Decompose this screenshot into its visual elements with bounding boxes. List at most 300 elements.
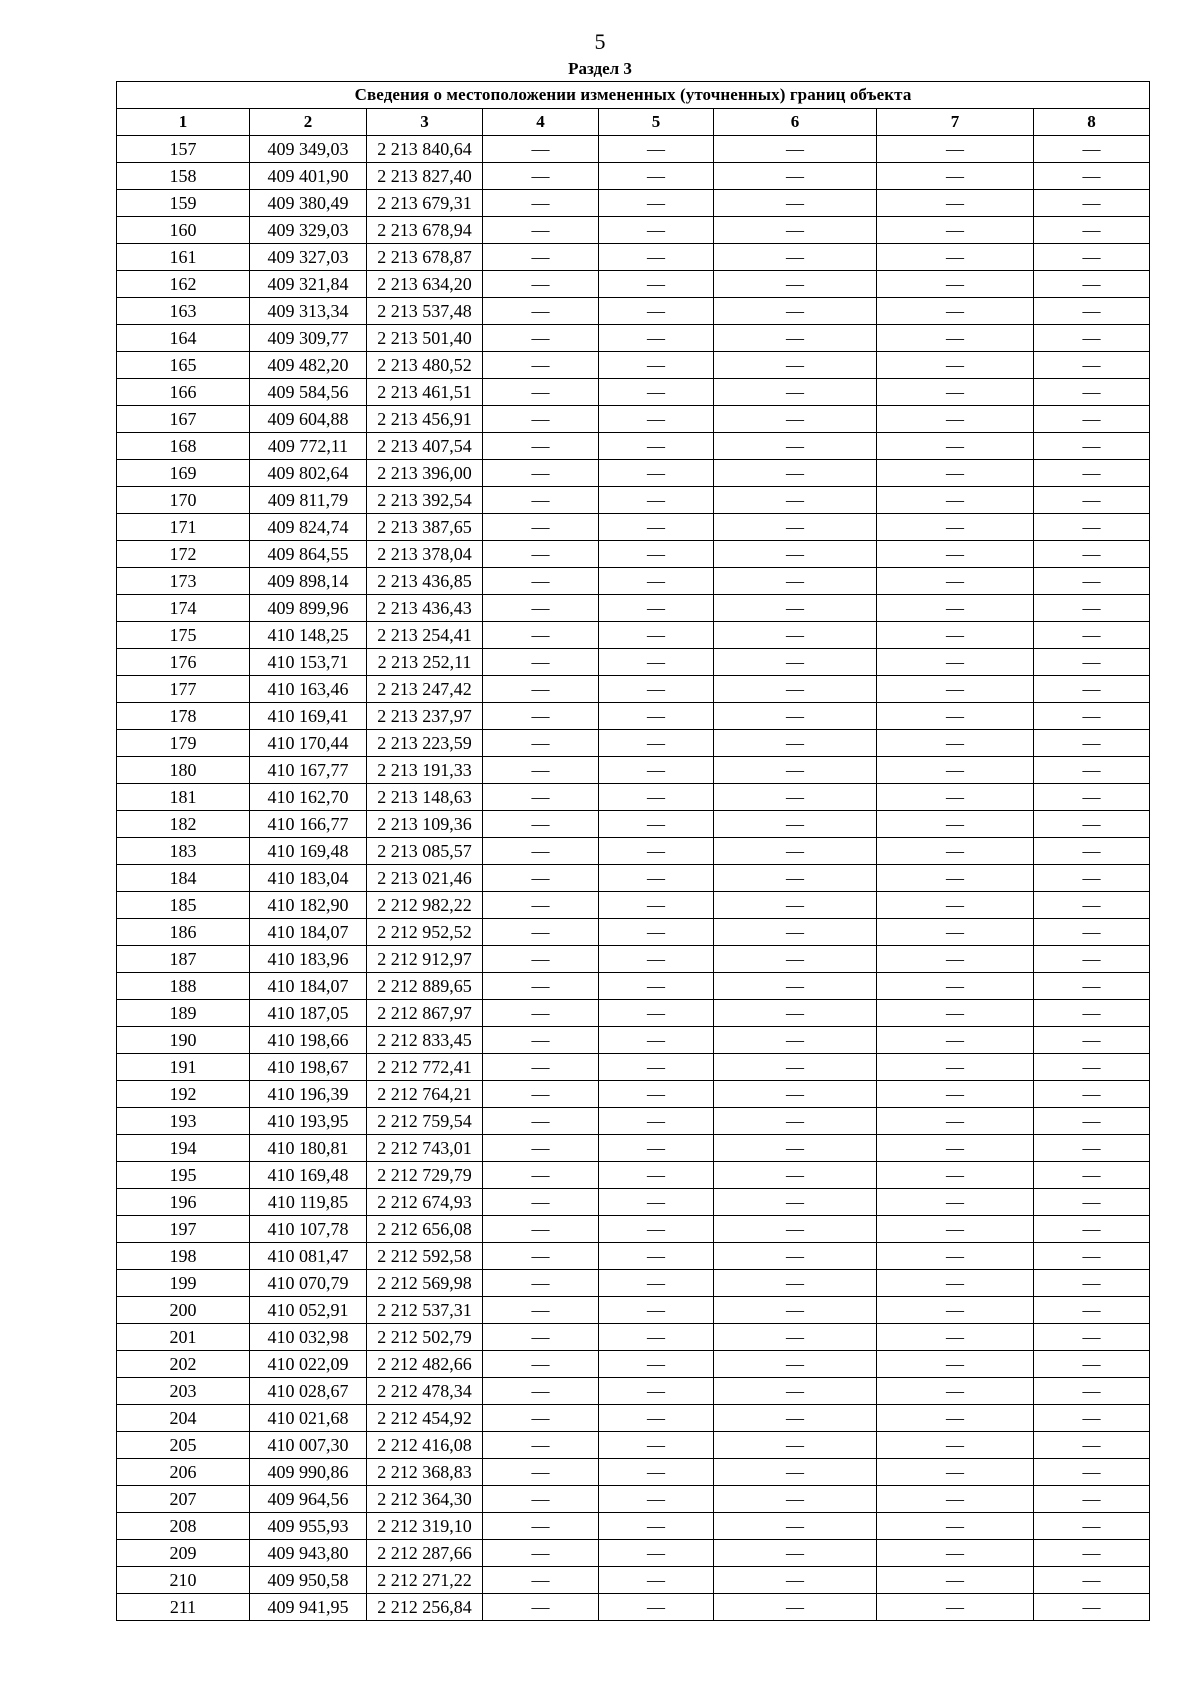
- table-row: [117, 541, 1150, 568]
- x-coordinate-cell: 410 193,95: [250, 1108, 367, 1135]
- column-6-cell: —: [714, 865, 877, 892]
- y-coordinate-cell: 2 213 678,87: [367, 244, 483, 271]
- table-row: [117, 244, 1150, 271]
- point-number-cell: 205: [117, 1432, 250, 1459]
- column-8-cell: —: [1034, 892, 1150, 919]
- column-6-cell: —: [714, 1297, 877, 1324]
- x-coordinate-cell: 409 401,90: [250, 163, 367, 190]
- column-6-cell: —: [714, 244, 877, 271]
- column-7-cell: —: [877, 1270, 1034, 1297]
- column-6-cell: —: [714, 1486, 877, 1513]
- column-4-cell: —: [483, 1216, 599, 1243]
- column-7-cell: —: [877, 1027, 1034, 1054]
- x-coordinate-cell: 410 167,77: [250, 757, 367, 784]
- column-8-cell: —: [1034, 1567, 1150, 1594]
- column-7-cell: —: [877, 1513, 1034, 1540]
- column-4-cell: —: [483, 1486, 599, 1513]
- y-coordinate-cell: 2 213 148,63: [367, 784, 483, 811]
- table-row: [117, 433, 1150, 460]
- column-6-cell: —: [714, 1432, 877, 1459]
- column-5-cell: —: [599, 1351, 714, 1378]
- column-5-cell: —: [599, 1000, 714, 1027]
- column-8-cell: —: [1034, 379, 1150, 406]
- point-number-cell: 170: [117, 487, 250, 514]
- column-8-cell: —: [1034, 352, 1150, 379]
- column-5-cell: —: [599, 1189, 714, 1216]
- column-5-cell: —: [599, 244, 714, 271]
- column-6-cell: —: [714, 811, 877, 838]
- point-number-cell: 209: [117, 1540, 250, 1567]
- column-7-cell: —: [877, 1162, 1034, 1189]
- y-coordinate-cell: 2 213 237,97: [367, 703, 483, 730]
- table-row: [117, 649, 1150, 676]
- point-number-cell: 192: [117, 1081, 250, 1108]
- column-4-cell: —: [483, 1108, 599, 1135]
- column-4-cell: —: [483, 352, 599, 379]
- table-row: [117, 1216, 1150, 1243]
- column-8-cell: —: [1034, 1135, 1150, 1162]
- point-number-cell: 169: [117, 460, 250, 487]
- column-4-cell: —: [483, 514, 599, 541]
- table-row: [117, 1189, 1150, 1216]
- point-number-cell: 190: [117, 1027, 250, 1054]
- column-8-cell: —: [1034, 163, 1150, 190]
- table-row: [117, 163, 1150, 190]
- column-5-cell: —: [599, 1135, 714, 1162]
- y-coordinate-cell: 2 213 223,59: [367, 730, 483, 757]
- column-5-cell: —: [599, 1432, 714, 1459]
- point-number-cell: 200: [117, 1297, 250, 1324]
- y-coordinate-cell: 2 213 254,41: [367, 622, 483, 649]
- y-coordinate-cell: 2 212 912,97: [367, 946, 483, 973]
- column-8-cell: —: [1034, 325, 1150, 352]
- point-number-cell: 180: [117, 757, 250, 784]
- table-row: [117, 406, 1150, 433]
- column-8-cell: —: [1034, 919, 1150, 946]
- x-coordinate-cell: 410 169,48: [250, 838, 367, 865]
- column-8-cell: —: [1034, 541, 1150, 568]
- column-4-cell: —: [483, 649, 599, 676]
- column-6-cell: —: [714, 379, 877, 406]
- column-8-cell: —: [1034, 1270, 1150, 1297]
- column-7-cell: —: [877, 1459, 1034, 1486]
- y-coordinate-cell: 2 212 416,08: [367, 1432, 483, 1459]
- column-5-cell: —: [599, 1270, 714, 1297]
- column-8-cell: —: [1034, 1162, 1150, 1189]
- column-4-cell: —: [483, 136, 599, 163]
- x-coordinate-cell: 409 941,95: [250, 1594, 367, 1621]
- x-coordinate-cell: 410 153,71: [250, 649, 367, 676]
- y-coordinate-cell: 2 213 392,54: [367, 487, 483, 514]
- column-6-cell: —: [714, 649, 877, 676]
- column-6-cell: —: [714, 460, 877, 487]
- column-8-cell: —: [1034, 1459, 1150, 1486]
- point-number-cell: 193: [117, 1108, 250, 1135]
- point-number-cell: 195: [117, 1162, 250, 1189]
- table-row: [117, 379, 1150, 406]
- point-number-cell: 163: [117, 298, 250, 325]
- column-5-cell: —: [599, 163, 714, 190]
- point-number-cell: 159: [117, 190, 250, 217]
- column-5-cell: —: [599, 676, 714, 703]
- x-coordinate-cell: 409 898,14: [250, 568, 367, 595]
- y-coordinate-cell: 2 213 247,42: [367, 676, 483, 703]
- column-4-cell: —: [483, 460, 599, 487]
- point-number-cell: 161: [117, 244, 250, 271]
- table-row: [117, 1081, 1150, 1108]
- x-coordinate-cell: 410 182,90: [250, 892, 367, 919]
- column-5-cell: —: [599, 595, 714, 622]
- column-4-cell: —: [483, 595, 599, 622]
- column-6-cell: —: [714, 541, 877, 568]
- x-coordinate-cell: 410 169,41: [250, 703, 367, 730]
- column-4-cell: —: [483, 433, 599, 460]
- column-4-cell: —: [483, 865, 599, 892]
- point-number-cell: 197: [117, 1216, 250, 1243]
- column-7-cell: —: [877, 595, 1034, 622]
- column-7-cell: —: [877, 190, 1034, 217]
- x-coordinate-cell: 409 864,55: [250, 541, 367, 568]
- column-5-cell: —: [599, 1324, 714, 1351]
- point-number-cell: 177: [117, 676, 250, 703]
- table-row: [117, 1459, 1150, 1486]
- column-8-cell: —: [1034, 460, 1150, 487]
- column-4-cell: —: [483, 622, 599, 649]
- y-coordinate-cell: 2 212 729,79: [367, 1162, 483, 1189]
- column-5-cell: —: [599, 1567, 714, 1594]
- column-4-cell: —: [483, 244, 599, 271]
- column-6-cell: —: [714, 1081, 877, 1108]
- column-4-cell: —: [483, 1351, 599, 1378]
- table-row: [117, 1054, 1150, 1081]
- table-row: [117, 1513, 1150, 1540]
- column-6-cell: —: [714, 1135, 877, 1162]
- column-5-cell: —: [599, 892, 714, 919]
- column-6-cell: —: [714, 622, 877, 649]
- column-5-cell: —: [599, 811, 714, 838]
- x-coordinate-cell: 409 604,88: [250, 406, 367, 433]
- x-coordinate-cell: 409 313,34: [250, 298, 367, 325]
- column-5-cell: —: [599, 487, 714, 514]
- table-row: [117, 595, 1150, 622]
- column-8-cell: —: [1034, 1513, 1150, 1540]
- x-coordinate-cell: 410 007,30: [250, 1432, 367, 1459]
- column-4-cell: —: [483, 730, 599, 757]
- table-row: [117, 784, 1150, 811]
- y-coordinate-cell: 2 213 461,51: [367, 379, 483, 406]
- y-coordinate-cell: 2 212 482,66: [367, 1351, 483, 1378]
- point-number-cell: 211: [117, 1594, 250, 1621]
- column-6-cell: —: [714, 919, 877, 946]
- y-coordinate-cell: 2 213 678,94: [367, 217, 483, 244]
- column-4-cell: —: [483, 1027, 599, 1054]
- x-coordinate-cell: 409 380,49: [250, 190, 367, 217]
- column-4-cell: —: [483, 838, 599, 865]
- column-7-cell: —: [877, 325, 1034, 352]
- column-7-cell: —: [877, 946, 1034, 973]
- column-4-cell: —: [483, 1378, 599, 1405]
- column-8-cell: —: [1034, 1324, 1150, 1351]
- column-4-cell: —: [483, 946, 599, 973]
- y-coordinate-cell: 2 212 537,31: [367, 1297, 483, 1324]
- column-8-cell: —: [1034, 703, 1150, 730]
- column-5-cell: —: [599, 1054, 714, 1081]
- x-coordinate-cell: 410 107,78: [250, 1216, 367, 1243]
- column-8-cell: —: [1034, 622, 1150, 649]
- column-6-cell: —: [714, 1594, 877, 1621]
- x-coordinate-cell: 410 021,68: [250, 1405, 367, 1432]
- column-7-cell: —: [877, 973, 1034, 1000]
- column-7-cell: —: [877, 487, 1034, 514]
- column-5-cell: —: [599, 1108, 714, 1135]
- column-4-cell: —: [483, 271, 599, 298]
- column-8-cell: —: [1034, 865, 1150, 892]
- x-coordinate-cell: 410 052,91: [250, 1297, 367, 1324]
- caption-row: [117, 82, 1150, 109]
- y-coordinate-cell: 2 213 191,33: [367, 757, 483, 784]
- table-row: [117, 1351, 1150, 1378]
- y-coordinate-cell: 2 212 319,10: [367, 1513, 483, 1540]
- y-coordinate-cell: 2 212 364,30: [367, 1486, 483, 1513]
- column-4-cell: —: [483, 1297, 599, 1324]
- table-row: [117, 271, 1150, 298]
- column-4-cell: —: [483, 1324, 599, 1351]
- column-4-cell: —: [483, 811, 599, 838]
- column-4-cell: —: [483, 1432, 599, 1459]
- column-7-cell: —: [877, 838, 1034, 865]
- column-8-cell: —: [1034, 1243, 1150, 1270]
- column-8-cell: —: [1034, 1081, 1150, 1108]
- y-coordinate-cell: 2 212 256,84: [367, 1594, 483, 1621]
- y-coordinate-cell: 2 213 407,54: [367, 433, 483, 460]
- column-4-cell: —: [483, 703, 599, 730]
- x-coordinate-cell: 409 990,86: [250, 1459, 367, 1486]
- column-5-cell: —: [599, 1405, 714, 1432]
- point-number-cell: 196: [117, 1189, 250, 1216]
- x-coordinate-cell: 410 028,67: [250, 1378, 367, 1405]
- column-header-5: 5: [599, 109, 714, 136]
- table-row: [117, 1000, 1150, 1027]
- column-7-cell: —: [877, 379, 1034, 406]
- table-row: [117, 892, 1150, 919]
- y-coordinate-cell: 2 213 021,46: [367, 865, 483, 892]
- column-4-cell: —: [483, 1081, 599, 1108]
- column-4-cell: —: [483, 406, 599, 433]
- column-4-cell: —: [483, 973, 599, 1000]
- x-coordinate-cell: 409 899,96: [250, 595, 367, 622]
- table-row: [117, 865, 1150, 892]
- x-coordinate-cell: 410 184,07: [250, 919, 367, 946]
- coordinates-table: [116, 81, 1150, 1621]
- column-7-cell: —: [877, 1324, 1034, 1351]
- x-coordinate-cell: 410 032,98: [250, 1324, 367, 1351]
- column-4-cell: —: [483, 163, 599, 190]
- column-6-cell: —: [714, 703, 877, 730]
- column-5-cell: —: [599, 1243, 714, 1270]
- point-number-cell: 189: [117, 1000, 250, 1027]
- x-coordinate-cell: 409 327,03: [250, 244, 367, 271]
- column-4-cell: —: [483, 541, 599, 568]
- column-7-cell: —: [877, 892, 1034, 919]
- column-7-cell: —: [877, 568, 1034, 595]
- column-8-cell: —: [1034, 1054, 1150, 1081]
- point-number-cell: 207: [117, 1486, 250, 1513]
- point-number-cell: 175: [117, 622, 250, 649]
- column-7-cell: —: [877, 1540, 1034, 1567]
- column-4-cell: —: [483, 1405, 599, 1432]
- column-8-cell: —: [1034, 406, 1150, 433]
- x-coordinate-cell: 409 955,93: [250, 1513, 367, 1540]
- column-6-cell: —: [714, 514, 877, 541]
- column-4-cell: —: [483, 325, 599, 352]
- column-4-cell: —: [483, 1135, 599, 1162]
- column-6-cell: —: [714, 190, 877, 217]
- column-7-cell: —: [877, 649, 1034, 676]
- table-row: [117, 757, 1150, 784]
- point-number-cell: 176: [117, 649, 250, 676]
- point-number-cell: 186: [117, 919, 250, 946]
- column-6-cell: —: [714, 1243, 877, 1270]
- column-7-cell: —: [877, 919, 1034, 946]
- column-8-cell: —: [1034, 190, 1150, 217]
- y-coordinate-cell: 2 213 252,11: [367, 649, 483, 676]
- x-coordinate-cell: 410 170,44: [250, 730, 367, 757]
- x-coordinate-cell: 409 309,77: [250, 325, 367, 352]
- y-coordinate-cell: 2 212 759,54: [367, 1108, 483, 1135]
- y-coordinate-cell: 2 213 436,85: [367, 568, 483, 595]
- column-5-cell: —: [599, 784, 714, 811]
- column-5-cell: —: [599, 1459, 714, 1486]
- column-4-cell: —: [483, 298, 599, 325]
- y-coordinate-cell: 2 212 952,52: [367, 919, 483, 946]
- column-8-cell: —: [1034, 244, 1150, 271]
- column-8-cell: —: [1034, 1297, 1150, 1324]
- column-7-cell: —: [877, 1243, 1034, 1270]
- column-6-cell: —: [714, 730, 877, 757]
- table-row: [117, 352, 1150, 379]
- y-coordinate-cell: 2 212 982,22: [367, 892, 483, 919]
- point-number-cell: 198: [117, 1243, 250, 1270]
- y-coordinate-cell: 2 213 840,64: [367, 136, 483, 163]
- table-row: [117, 1405, 1150, 1432]
- header-row: [117, 109, 1150, 136]
- y-coordinate-cell: 2 213 085,57: [367, 838, 483, 865]
- column-6-cell: —: [714, 946, 877, 973]
- column-8-cell: —: [1034, 811, 1150, 838]
- column-6-cell: —: [714, 838, 877, 865]
- x-coordinate-cell: 409 824,74: [250, 514, 367, 541]
- column-5-cell: —: [599, 946, 714, 973]
- column-4-cell: —: [483, 1162, 599, 1189]
- point-number-cell: 174: [117, 595, 250, 622]
- x-coordinate-cell: 410 183,96: [250, 946, 367, 973]
- column-7-cell: —: [877, 1486, 1034, 1513]
- column-7-cell: —: [877, 271, 1034, 298]
- column-5-cell: —: [599, 1297, 714, 1324]
- point-number-cell: 173: [117, 568, 250, 595]
- column-7-cell: —: [877, 730, 1034, 757]
- table-row: [117, 1297, 1150, 1324]
- x-coordinate-cell: 410 184,07: [250, 973, 367, 1000]
- y-coordinate-cell: 2 213 456,91: [367, 406, 483, 433]
- column-8-cell: —: [1034, 757, 1150, 784]
- table-row: [117, 1594, 1150, 1621]
- x-coordinate-cell: 409 329,03: [250, 217, 367, 244]
- point-number-cell: 204: [117, 1405, 250, 1432]
- point-number-cell: 184: [117, 865, 250, 892]
- y-coordinate-cell: 2 212 833,45: [367, 1027, 483, 1054]
- x-coordinate-cell: 409 943,80: [250, 1540, 367, 1567]
- column-4-cell: —: [483, 1567, 599, 1594]
- column-8-cell: —: [1034, 784, 1150, 811]
- x-coordinate-cell: 409 349,03: [250, 136, 367, 163]
- column-6-cell: —: [714, 595, 877, 622]
- column-7-cell: —: [877, 1135, 1034, 1162]
- column-8-cell: —: [1034, 1108, 1150, 1135]
- column-5-cell: —: [599, 1162, 714, 1189]
- x-coordinate-cell: 409 950,58: [250, 1567, 367, 1594]
- y-coordinate-cell: 2 212 674,93: [367, 1189, 483, 1216]
- column-7-cell: —: [877, 703, 1034, 730]
- point-number-cell: 157: [117, 136, 250, 163]
- column-8-cell: —: [1034, 838, 1150, 865]
- column-8-cell: —: [1034, 973, 1150, 1000]
- column-6-cell: —: [714, 271, 877, 298]
- x-coordinate-cell: 410 162,70: [250, 784, 367, 811]
- column-7-cell: —: [877, 1351, 1034, 1378]
- column-6-cell: —: [714, 676, 877, 703]
- column-8-cell: —: [1034, 298, 1150, 325]
- column-8-cell: —: [1034, 1540, 1150, 1567]
- y-coordinate-cell: 2 212 502,79: [367, 1324, 483, 1351]
- column-4-cell: —: [483, 1513, 599, 1540]
- table-row: [117, 325, 1150, 352]
- point-number-cell: 167: [117, 406, 250, 433]
- column-header-3: 3: [367, 109, 483, 136]
- column-4-cell: —: [483, 1243, 599, 1270]
- column-6-cell: —: [714, 1405, 877, 1432]
- table-row: [117, 919, 1150, 946]
- column-6-cell: —: [714, 433, 877, 460]
- column-5-cell: —: [599, 757, 714, 784]
- page-number: 5: [594, 29, 606, 54]
- y-coordinate-cell: 2 212 454,92: [367, 1405, 483, 1432]
- point-number-cell: 158: [117, 163, 250, 190]
- column-8-cell: —: [1034, 1189, 1150, 1216]
- column-7-cell: —: [877, 865, 1034, 892]
- column-4-cell: —: [483, 379, 599, 406]
- y-coordinate-cell: 2 212 368,83: [367, 1459, 483, 1486]
- table-row: [117, 1108, 1150, 1135]
- y-coordinate-cell: 2 212 772,41: [367, 1054, 483, 1081]
- x-coordinate-cell: 409 802,64: [250, 460, 367, 487]
- x-coordinate-cell: 409 321,84: [250, 271, 367, 298]
- column-4-cell: —: [483, 1054, 599, 1081]
- column-7-cell: —: [877, 784, 1034, 811]
- column-7-cell: —: [877, 217, 1034, 244]
- column-7-cell: —: [877, 1432, 1034, 1459]
- x-coordinate-cell: 409 482,20: [250, 352, 367, 379]
- x-coordinate-cell: 410 169,48: [250, 1162, 367, 1189]
- point-number-cell: 187: [117, 946, 250, 973]
- column-7-cell: —: [877, 136, 1034, 163]
- point-number-cell: 208: [117, 1513, 250, 1540]
- column-8-cell: —: [1034, 1405, 1150, 1432]
- table-row: [117, 973, 1150, 1000]
- column-7-cell: —: [877, 1297, 1034, 1324]
- column-5-cell: —: [599, 190, 714, 217]
- column-6-cell: —: [714, 1567, 877, 1594]
